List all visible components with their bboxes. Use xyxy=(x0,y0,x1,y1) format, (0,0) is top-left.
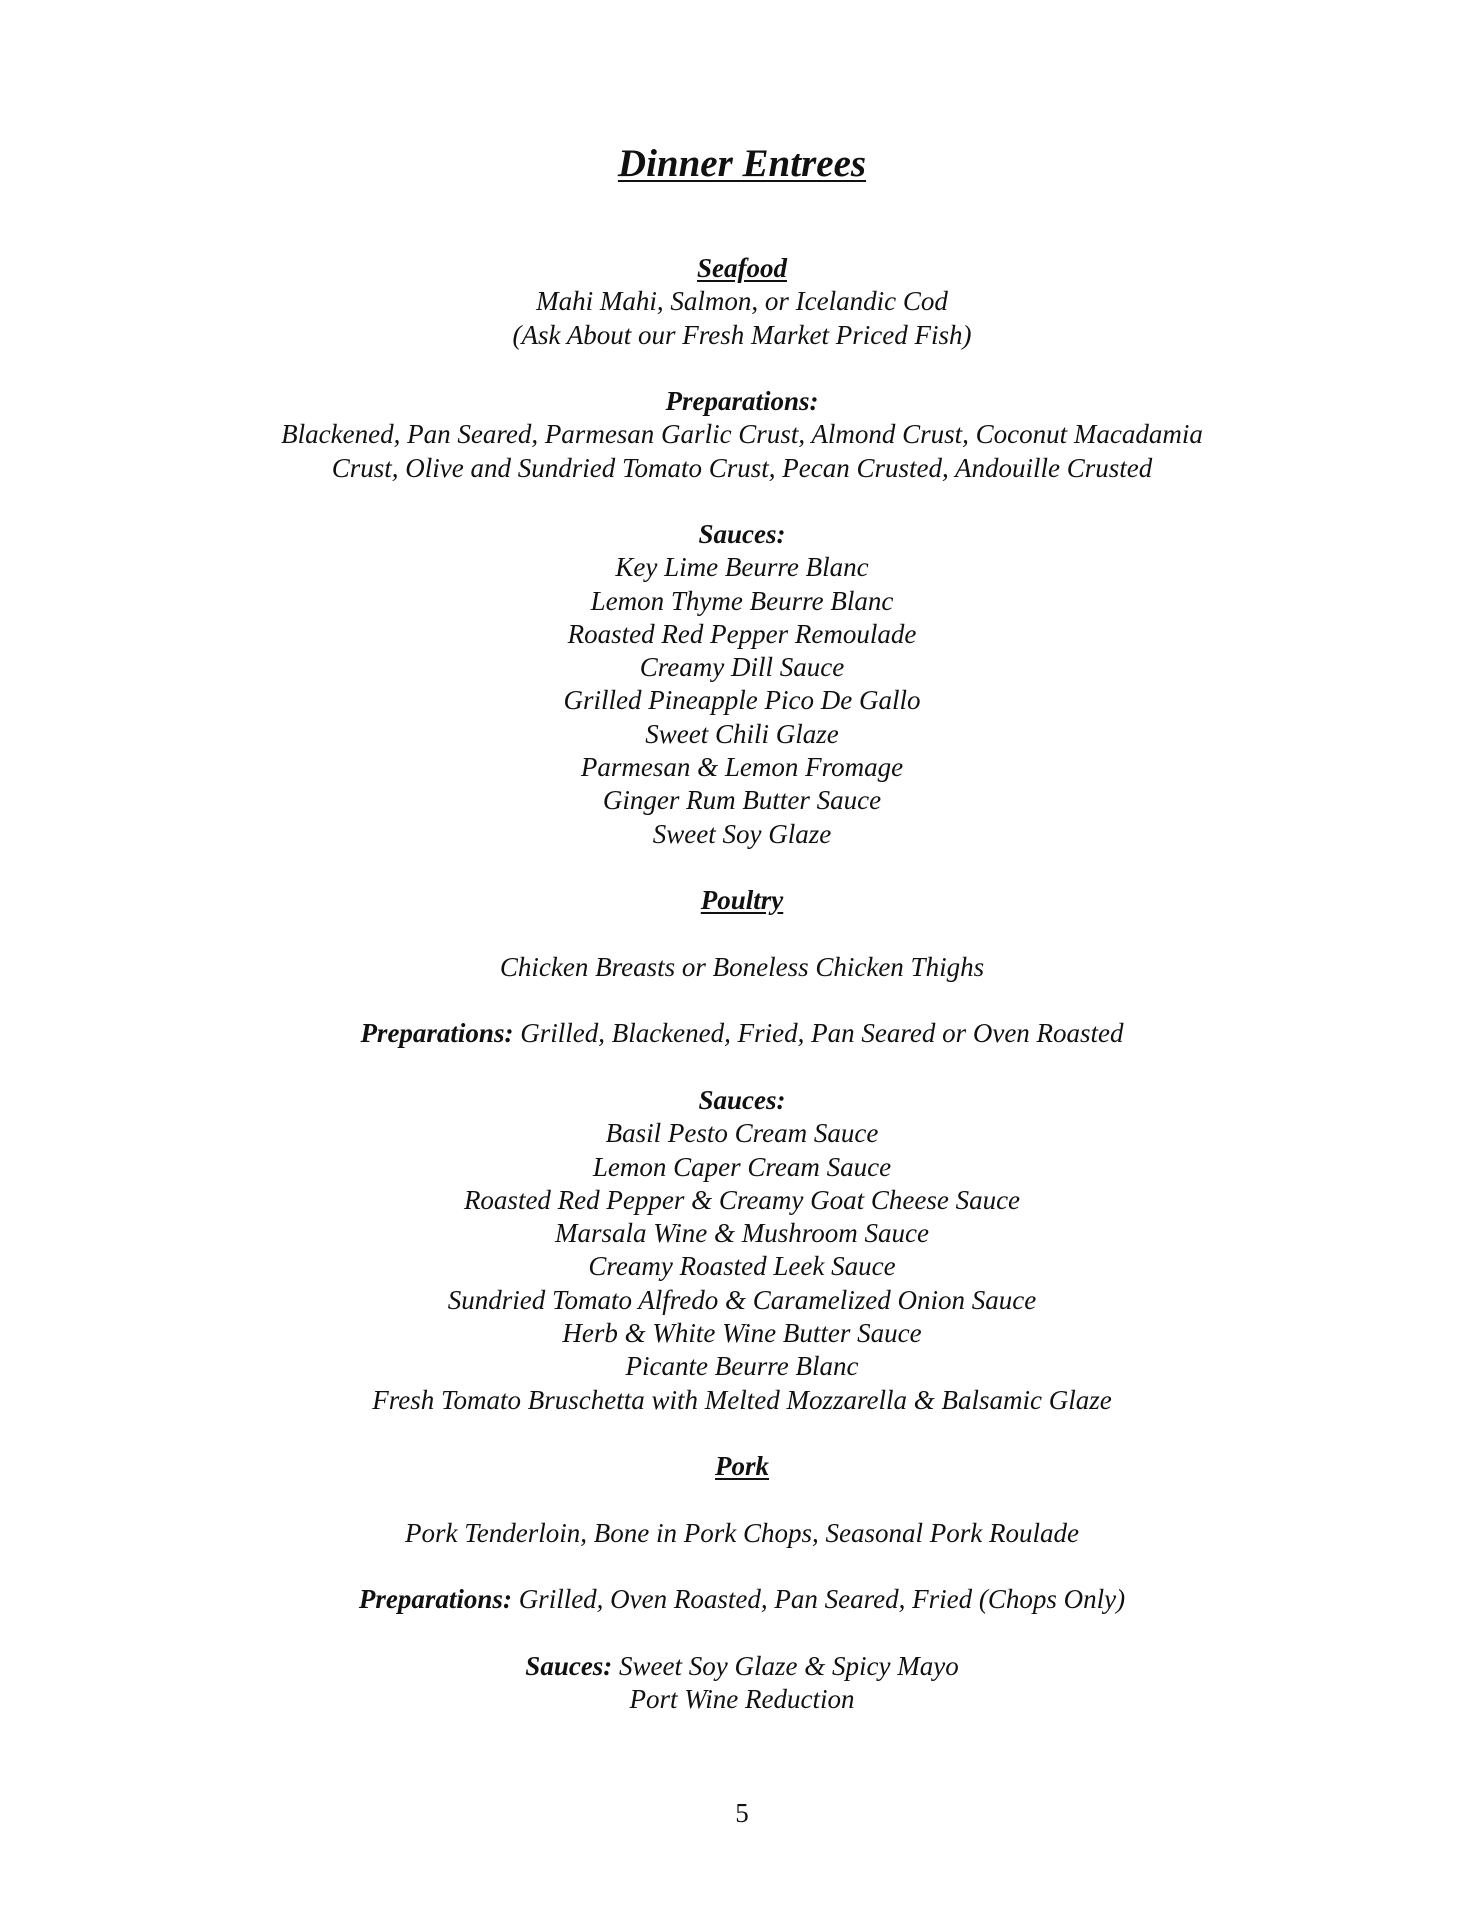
sauce-item: Lemon Caper Cream Sauce xyxy=(592,1151,892,1182)
seafood-preparations-label: Preparations: xyxy=(665,386,819,416)
pork-section xyxy=(0,1450,1484,1483)
sauce-item: Lemon Thyme Beurre Blanc xyxy=(590,585,894,616)
page-number: 5 xyxy=(735,1798,749,1828)
poultry-items xyxy=(0,951,1484,984)
poultry-item: Chicken Breasts or Boneless Chicken Thighs xyxy=(499,952,985,982)
sauce-item: Basil Pesto Cream Sauce xyxy=(605,1118,879,1149)
pork-sauces xyxy=(0,1650,1484,1717)
sauce-item: Parmesan & Lemon Fromage xyxy=(580,752,904,783)
pork-preparations-text: Grilled, Oven Roasted, Pan Seared, Fried (Chops Only) xyxy=(511,1584,1126,1614)
sauce-item: Roasted Red Pepper Remoulade xyxy=(567,618,917,649)
sauce-item: Sweet Chili Glaze xyxy=(645,718,839,749)
sauce-item: Grilled Pineapple Pico De Gallo xyxy=(563,685,921,716)
pork-sauces-line xyxy=(0,1650,1484,1683)
seafood-item: Mahi Mahi, Salmon, or Icelandic Cod xyxy=(536,286,948,317)
seafood-sauces xyxy=(0,518,1484,851)
pork-sauces-first: Sweet Soy Glaze & Spicy Mayo xyxy=(612,1651,959,1681)
sauce-item: Fresh Tomato Bruschetta with Melted Mozzarella & Balsamic Glaze xyxy=(372,1384,1112,1415)
poultry-sauces xyxy=(0,1084,1484,1417)
pork-item: Pork Tenderloin, Bone in Pork Chops, Seasonal Pork Roulade xyxy=(405,1518,1079,1548)
pork-items xyxy=(0,1517,1484,1550)
sauce-item: Sundried Tomato Alfredo & Caramelized Onion Sauce xyxy=(447,1284,1037,1315)
sauce-item: Ginger Rum Butter Sauce xyxy=(602,785,882,816)
sauce-item: Creamy Dill Sauce xyxy=(639,652,845,683)
sauce-item: Roasted Red Pepper & Creamy Goat Cheese Sauce xyxy=(463,1184,1021,1215)
page-title: Dinner Entrees xyxy=(617,142,867,185)
seafood-preparations xyxy=(0,385,1484,485)
seafood-section xyxy=(0,252,1484,352)
poultry-preparations xyxy=(0,1017,1484,1050)
seafood-sauces-label: Sauces: xyxy=(698,519,786,549)
poultry-sauces-label: Sauces: xyxy=(698,1085,786,1115)
poultry-preparations-line xyxy=(0,1017,1484,1050)
pork-preparations-label: Preparations: xyxy=(358,1584,512,1614)
sauce-item: Creamy Roasted Leek Sauce xyxy=(588,1251,896,1282)
seafood-heading: Seafood xyxy=(697,253,787,283)
sauce-item: Key Lime Beurre Blanc xyxy=(615,552,869,583)
poultry-section xyxy=(0,884,1484,917)
sauce-item: Sweet Soy Glaze xyxy=(652,818,832,849)
sauce-item: Herb & White Wine Butter Sauce xyxy=(562,1318,922,1349)
sauce-item: Picante Beurre Blanc xyxy=(625,1351,859,1382)
pork-preparations xyxy=(0,1583,1484,1616)
sauce-item: Marsala Wine & Mushroom Sauce xyxy=(555,1218,929,1249)
pork-heading: Pork xyxy=(715,1451,769,1481)
seafood-preparations-line: Blackened, Pan Seared, Parmesan Garlic Crust, Almond Crust, Coconut Macadamia xyxy=(281,419,1203,450)
poultry-preparations-text: Grilled, Blackened, Fried, Pan Seared or Oven Roasted xyxy=(513,1018,1124,1048)
poultry-heading: Poultry xyxy=(700,885,784,915)
seafood-preparations-line: Crust, Olive and Sundried Tomato Crust, Pecan Crusted, Andouille Crusted xyxy=(331,452,1153,483)
seafood-item: (Ask About our Fresh Market Priced Fish) xyxy=(512,319,972,350)
pork-sauces-label: Sauces: xyxy=(525,1651,613,1681)
poultry-preparations-label: Preparations: xyxy=(360,1018,514,1048)
pork-preparations-line xyxy=(0,1583,1484,1616)
sauce-item: Port Wine Reduction xyxy=(629,1684,855,1715)
